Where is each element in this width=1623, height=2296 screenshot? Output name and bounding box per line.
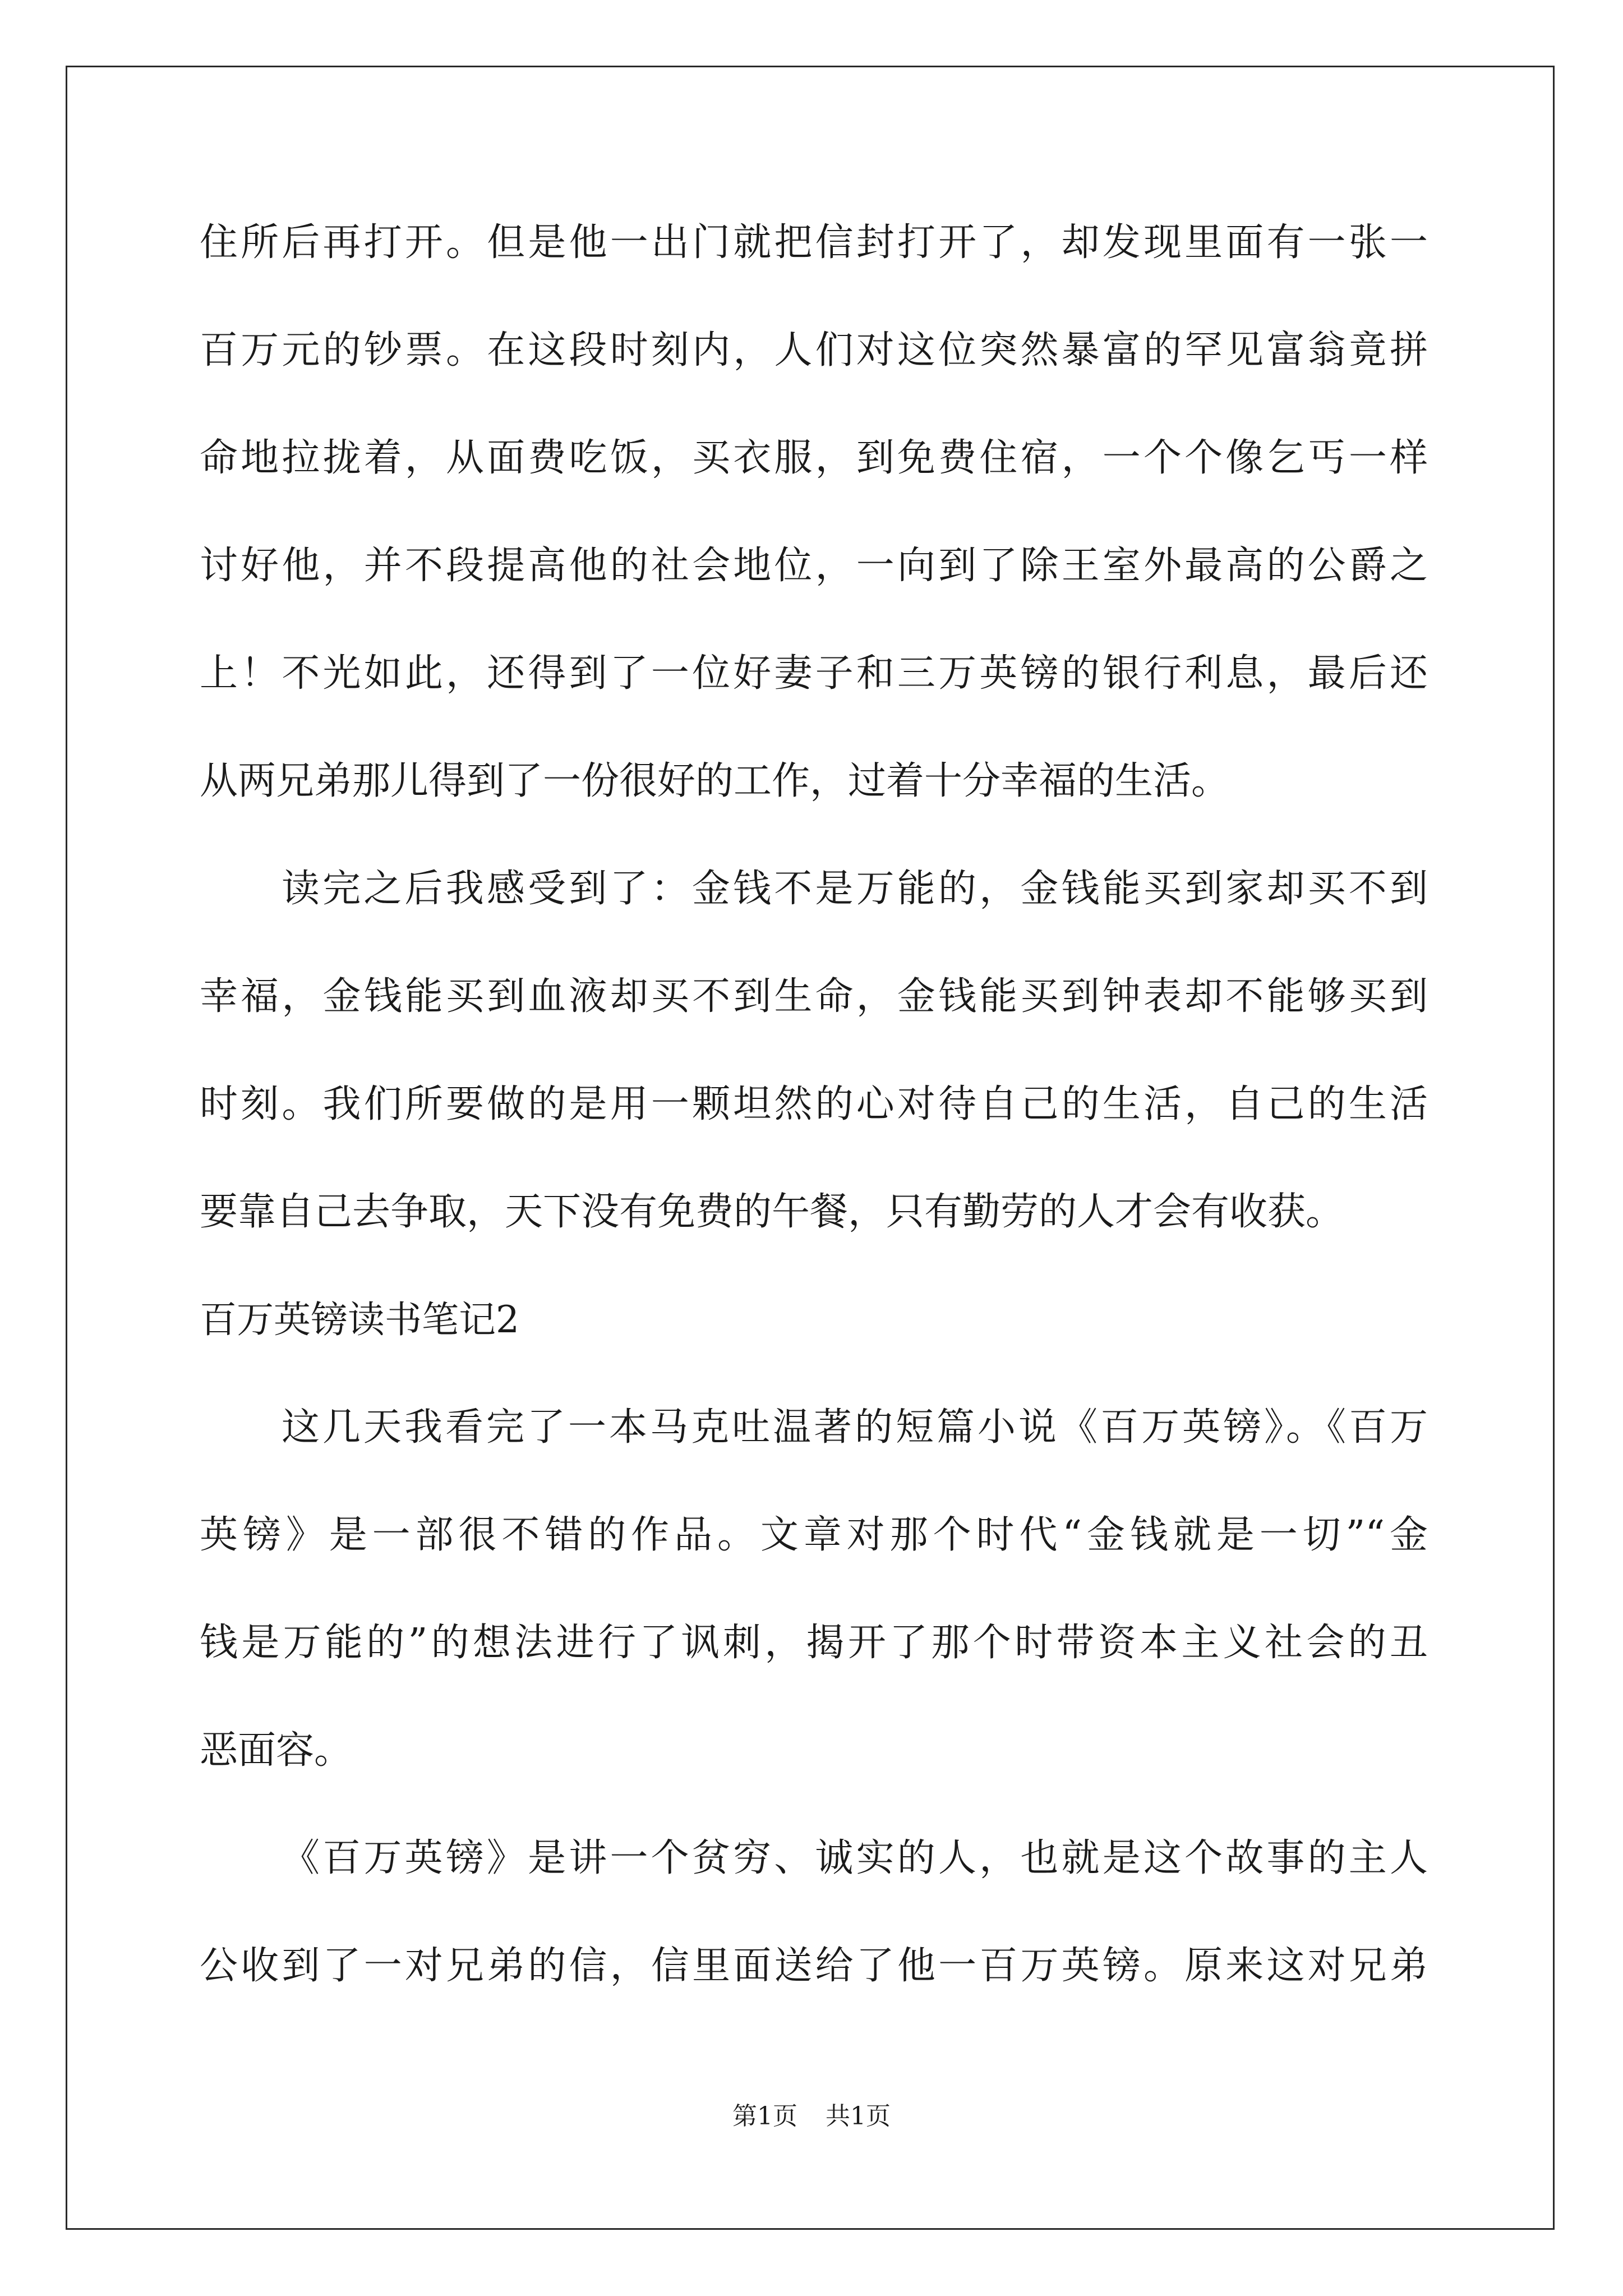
paragraph-line: 讨好他，并不段提高他的社会地位，一向到了除王室外最高的公爵之 [200,544,1428,588]
paragraph-line: 《百万英镑》是讲一个贫穷、诚实的人，也就是这个故事的主人 [282,1836,1428,1880]
paragraph-line: 钱是万能的”的想法进行了讽刺，揭开了那个时带资本主义社会的丑 [200,1621,1428,1665]
paragraph-line: 英镑》是一部很不错的作品。文章对那个时代“金钱就是一切”“金 [200,1513,1428,1557]
page-footer [0,2101,1623,2132]
document-body [200,189,1428,2020]
page-number: 第1页 [732,2102,797,2131]
page-total: 共1页 [826,2102,891,2131]
paragraph-line: 住所后再打开。但是他一出门就把信封打开了，却发现里面有一张一 [200,220,1428,265]
paragraph-line: 这几天我看完了一本马克吐温著的短篇小说《百万英镑》。《百万 [282,1405,1428,1450]
paragraph-line: 上！不光如此，还得到了一位好妻子和三万英镑的银行利息，最后还 [200,651,1428,696]
section-heading: 百万英镑读书笔记2 [200,1298,519,1341]
paragraph-line: 从两兄弟那儿得到了一份很好的工作，过着十分幸福的生活。 [200,759,1230,803]
paragraph-line: 恶面容。 [200,1728,353,1773]
paragraph-line: 幸福，金钱能买到血液却买不到生命，金钱能买到钟表却不能够买到 [200,974,1428,1019]
paragraph-line: 要靠自己去争取，天下没有免费的午餐，只有勤劳的人才会有收获。 [200,1190,1344,1234]
paragraph-line: 读完之后我感受到了：金钱不是万能的，金钱能买到家却买不到 [282,867,1428,911]
paragraph-line: 时刻。我们所要做的是用一颗坦然的心对待自己的生活，自己的生活 [200,1082,1428,1126]
paragraph-line: 公收到了一对兄弟的信，信里面送给了他一百万英镑。原来这对兄弟 [200,1944,1428,1988]
paragraph-line: 命地拉拢着，从面费吃饭，买衣服，到免费住宿，一个个像乞丐一样 [200,436,1428,480]
paragraph-line: 百万元的钞票。在这段时刻内，人们对这位突然暴富的罕见富翁竟拼 [200,328,1428,372]
